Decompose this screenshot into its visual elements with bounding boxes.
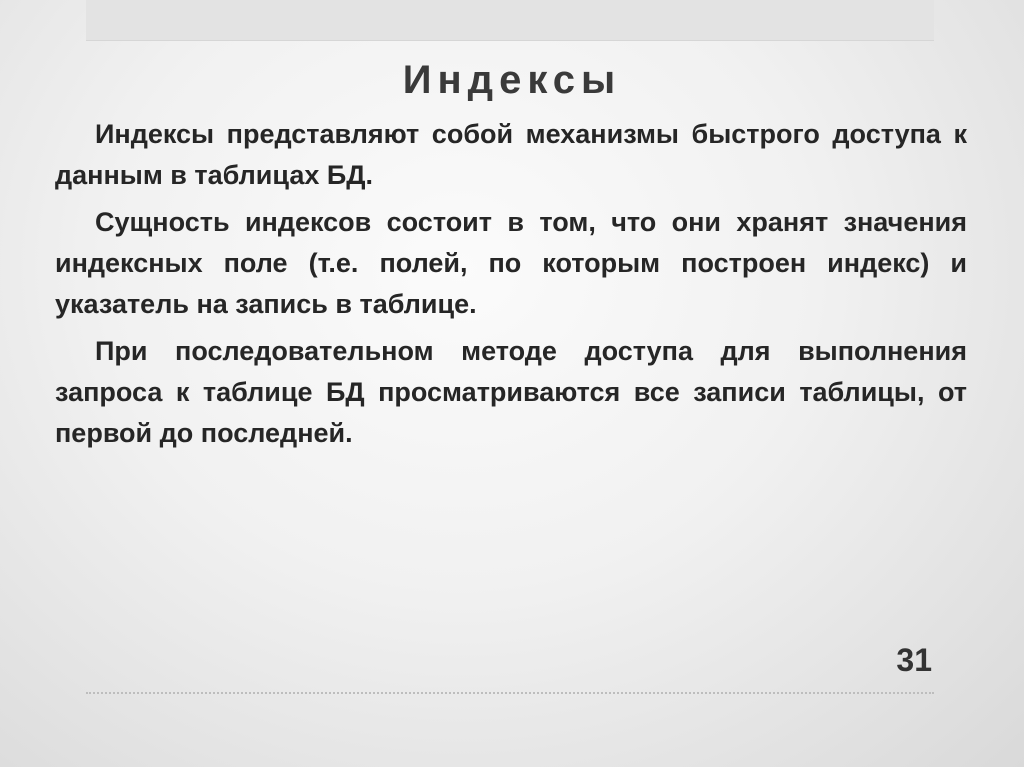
slide-title: Индексы bbox=[402, 58, 622, 102]
header-band bbox=[86, 0, 934, 41]
paragraph-2: Сущность индексов состоит в том, что они хранят значения индексных поле (т.е. полей, по которым построен индекс) и указатель на запись в таблице. bbox=[55, 207, 967, 319]
slide-body bbox=[55, 114, 967, 460]
paragraph-3: При последовательном методе доступа для выполнения запроса к таблице БД просматриваются все записи таблицы, от первой до последней. bbox=[55, 336, 967, 448]
page-number: 31 bbox=[896, 642, 932, 678]
footer-divider bbox=[86, 692, 934, 694]
paragraph-1: Индексы представляют собой механизмы быстрого доступа к данным в таблицах БД. bbox=[55, 119, 967, 190]
